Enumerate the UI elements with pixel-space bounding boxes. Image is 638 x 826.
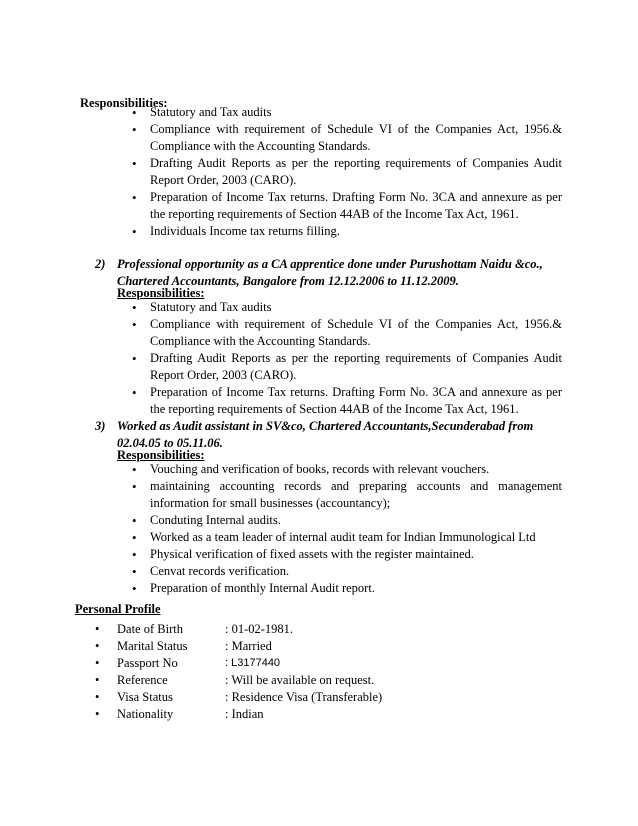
bullet-icon: • — [95, 622, 100, 636]
profile-row — [95, 706, 515, 723]
profile-label: Date of Birth — [117, 622, 183, 636]
profile-row — [95, 689, 515, 706]
bullet-icon: • — [95, 707, 100, 721]
responsibilities-list-1 — [132, 104, 562, 240]
responsibilities-heading: Responsibilities: — [117, 286, 205, 300]
list-item: • Worked as a team leader of internal audit team for Indian Immunological Ltd — [132, 529, 562, 546]
responsibilities-heading: Responsibilities: — [117, 448, 205, 462]
profile-value: : Will be available on request. — [225, 673, 375, 687]
profile-value: : Indian — [225, 707, 264, 721]
list-item: • Drafting Audit Reports as per the reporting requirements of Companies Audit Report Order, 2003 (CARO). — [132, 350, 562, 384]
list-item: • Conduting Internal audits. — [132, 512, 562, 529]
list-item: • Vouching and verification of books, records with relevant vouchers. — [132, 461, 562, 478]
profile-row — [95, 672, 515, 689]
experience-title-text: Worked as Audit assistant in SV&co, Chartered Accountants,Secunderabad from 02.04.05 to 05.11.06. — [117, 419, 534, 450]
profile-label: Visa Status — [117, 690, 173, 704]
profile-row — [95, 655, 515, 672]
bullet-icon: • — [95, 690, 100, 704]
profile-label: Nationality — [117, 707, 174, 721]
personal-profile-heading: Personal Profile — [75, 602, 161, 616]
list-item: • Preparation of monthly Internal Audit report. — [132, 580, 562, 597]
profile-value: : Residence Visa (Transferable) — [225, 690, 383, 704]
responsibilities-list-3 — [132, 461, 562, 597]
experience-number: 3) — [95, 419, 106, 433]
responsibilities-heading: Responsibilities: — [80, 96, 168, 110]
profile-label: Reference — [117, 673, 168, 687]
list-item: • Compliance with requirement of Schedule VI of the Companies Act, 1956.& Compliance with the Accounting Standards. — [132, 316, 562, 350]
list-item: • Physical verification of fixed assets with the register maintained. — [132, 546, 562, 563]
profile-row — [95, 638, 515, 655]
list-item: • Cenvat records verification. — [132, 563, 562, 580]
responsibilities-list-2 — [132, 299, 562, 418]
list-item: • Preparation of Income Tax returns. Drafting Form No. 3CA and annexure as per the reporting requirements of Section 44AB of the Income Tax Act, 1961. — [132, 189, 562, 223]
bullet-icon: • — [95, 639, 100, 653]
profile-label: Passport No — [117, 656, 178, 670]
profile-value: : 01-02-1981. — [225, 622, 294, 636]
bullet-icon: • — [95, 656, 100, 670]
profile-value: : Married — [225, 639, 272, 653]
list-item: • maintaining accounting records and preparing accounts and management information for small businesses (accountancy); — [132, 478, 562, 512]
bullet-icon: • — [95, 673, 100, 687]
experience-title-text: Professional opportunity as a CA apprentice done under Purushottam Naidu &co., Chartered Accountants, Bangalore from 12.12.2006 to 11.12.2009. — [117, 257, 543, 288]
experience-number: 2) — [95, 257, 106, 271]
list-item: • Preparation of Income Tax returns. Drafting Form No. 3CA and annexure as per the reporting requirements of Section 44AB of the Income Tax Act, 1961. — [132, 384, 562, 418]
profile-value: : L3177440 — [225, 657, 281, 669]
list-item: • Compliance with requirement of Schedule VI of the Companies Act, 1956.& Compliance with the Accounting Standards. — [132, 121, 562, 155]
profile-row — [95, 621, 515, 638]
list-item: • Individuals Income tax returns filling. — [132, 223, 562, 240]
list-item: • Drafting Audit Reports as per the reporting requirements of Companies Audit Report Order, 2003 (CARO). — [132, 155, 562, 189]
list-item: • Statutory and Tax audits — [132, 104, 562, 121]
list-item: • Statutory and Tax audits — [132, 299, 562, 316]
profile-label: Marital Status — [117, 639, 188, 653]
